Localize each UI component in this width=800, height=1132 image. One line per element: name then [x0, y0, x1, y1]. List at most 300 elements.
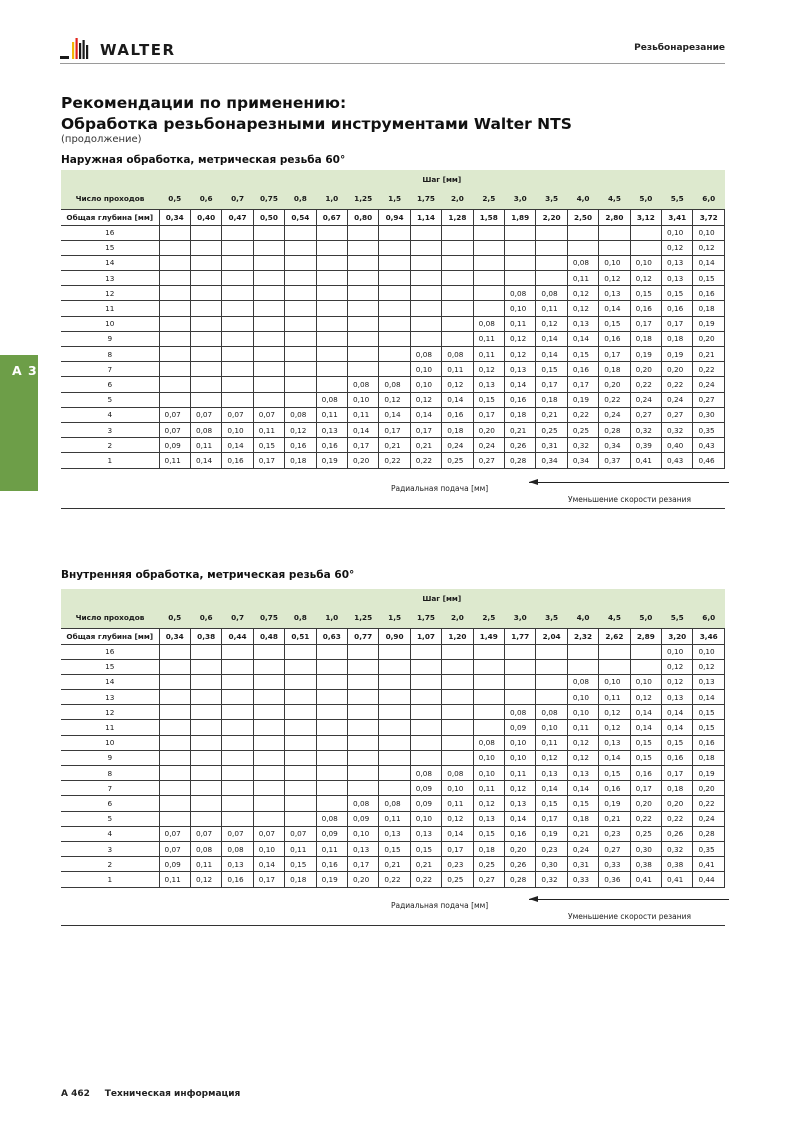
feed-cell	[159, 735, 190, 750]
feed-cell: 0,18	[442, 422, 473, 437]
feed-cell: 0,24	[662, 392, 693, 407]
feed-cell	[347, 347, 378, 362]
feed-cell: 0,18	[473, 841, 504, 856]
depth-cell: 0,44	[222, 628, 253, 644]
feed-cell: 0,12	[693, 659, 725, 674]
feed-cell	[316, 690, 347, 705]
depth-cell: 1,14	[410, 209, 441, 225]
feed-cell: 0,11	[536, 301, 567, 316]
feed-cell	[190, 331, 221, 346]
feed-cell	[410, 301, 441, 316]
feed-cell: 0,16	[662, 301, 693, 316]
feed-cell	[222, 377, 253, 392]
depth-cell: 0,34	[159, 209, 190, 225]
feed-cell	[536, 255, 567, 270]
feed-cell	[253, 377, 284, 392]
feed-cell: 0,14	[567, 781, 598, 796]
feed-cell	[316, 644, 347, 659]
feed-cell: 0,12	[567, 735, 598, 750]
feed-cell	[285, 674, 316, 689]
feed-cell	[159, 331, 190, 346]
feed-cell: 0,18	[599, 362, 630, 377]
feed-cell	[253, 796, 284, 811]
feed-cell	[159, 766, 190, 781]
feed-cell: 0,43	[662, 453, 693, 468]
pitch-cell: 4,0	[567, 608, 598, 628]
feed-cell: 0,13	[567, 766, 598, 781]
feed-cell: 0,16	[630, 766, 661, 781]
feed-cell: 0,10	[693, 644, 725, 659]
pitch-row	[61, 608, 725, 628]
step-header-row	[61, 170, 725, 189]
feed-cell: 0,33	[567, 872, 598, 887]
feed-cell: 0,08	[505, 705, 536, 720]
feed-cell: 0,14	[567, 331, 598, 346]
feed-cell	[253, 674, 284, 689]
feed-cell	[285, 392, 316, 407]
depth-cell: 2,80	[599, 209, 630, 225]
feed-cell	[285, 720, 316, 735]
feed-cell	[159, 659, 190, 674]
feed-cell	[410, 644, 441, 659]
feed-cell	[285, 644, 316, 659]
feed-cell	[442, 690, 473, 705]
feed-cell: 0,21	[693, 347, 725, 362]
feed-cell: 0,27	[630, 407, 661, 422]
feed-cell: 0,15	[693, 720, 725, 735]
feed-cell: 0,17	[253, 453, 284, 468]
feed-cell	[473, 720, 504, 735]
feed-cell	[253, 225, 284, 240]
table-row	[61, 826, 725, 841]
feed-cell	[159, 301, 190, 316]
feed-cell	[410, 331, 441, 346]
feed-cell	[442, 286, 473, 301]
feed-cell	[222, 286, 253, 301]
feed-cell: 0,16	[505, 826, 536, 841]
feed-cell: 0,18	[693, 301, 725, 316]
feed-cell: 0,43	[693, 438, 725, 453]
feed-cell	[630, 644, 661, 659]
feed-cell	[379, 286, 410, 301]
feed-cell: 0,41	[630, 872, 661, 887]
pass-number: 5	[61, 811, 159, 826]
feed-cell	[379, 659, 410, 674]
table-heading-external: Наружная обработка, метрическая резьба 60°	[61, 154, 346, 166]
depth-cell: 1,58	[473, 209, 504, 225]
feed-cell	[316, 735, 347, 750]
feed-cell	[505, 690, 536, 705]
feed-cell: 0,14	[662, 705, 693, 720]
feed-cell: 0,07	[253, 826, 284, 841]
feed-cell	[253, 781, 284, 796]
pitch-cell: 5,0	[630, 608, 661, 628]
feed-cell: 0,24	[693, 811, 725, 826]
feed-cell	[253, 316, 284, 331]
feed-cell: 0,13	[693, 674, 725, 689]
feed-cell	[536, 690, 567, 705]
thread-table-external	[61, 170, 725, 469]
feed-cell: 0,21	[505, 422, 536, 437]
table-row	[61, 750, 725, 765]
pass-number: 2	[61, 438, 159, 453]
feed-cell: 0,14	[442, 392, 473, 407]
pitch-cell: 1,5	[379, 608, 410, 628]
table-row	[61, 781, 725, 796]
feed-cell: 0,07	[159, 826, 190, 841]
feed-cell	[222, 225, 253, 240]
pitch-cell: 1,75	[410, 189, 441, 209]
feed-cell	[316, 301, 347, 316]
feed-cell	[567, 240, 598, 255]
feed-cell: 0,27	[473, 453, 504, 468]
feed-cell	[505, 225, 536, 240]
feed-cell	[347, 659, 378, 674]
feed-cell: 0,08	[442, 347, 473, 362]
feed-cell: 0,22	[693, 796, 725, 811]
feed-cell	[159, 225, 190, 240]
feed-cell: 0,11	[567, 720, 598, 735]
pass-number: 10	[61, 316, 159, 331]
pass-number: 8	[61, 347, 159, 362]
legend-external	[61, 481, 725, 509]
feed-cell: 0,24	[599, 407, 630, 422]
feed-cell: 0,41	[693, 857, 725, 872]
feed-cell: 0,11	[316, 841, 347, 856]
feed-cell: 0,10	[410, 811, 441, 826]
feed-cell: 0,07	[190, 407, 221, 422]
depth-cell: 2,89	[630, 628, 661, 644]
feed-cell: 0,33	[599, 857, 630, 872]
pass-number: 7	[61, 362, 159, 377]
feed-cell: 0,22	[662, 377, 693, 392]
feed-cell	[442, 750, 473, 765]
feed-cell: 0,09	[505, 720, 536, 735]
pass-number: 9	[61, 750, 159, 765]
feed-cell: 0,11	[567, 271, 598, 286]
feed-cell: 0,27	[599, 841, 630, 856]
feed-cell: 0,30	[630, 841, 661, 856]
feed-cell: 0,12	[662, 659, 693, 674]
feed-cell	[190, 225, 221, 240]
feed-cell: 0,20	[347, 453, 378, 468]
feed-cell	[316, 705, 347, 720]
feed-cell	[410, 286, 441, 301]
feed-cell	[285, 811, 316, 826]
feed-cell	[379, 674, 410, 689]
feed-cell	[442, 735, 473, 750]
feed-cell	[159, 690, 190, 705]
pass-number: 14	[61, 674, 159, 689]
feed-cell	[316, 331, 347, 346]
pitch-cell: 2,5	[473, 608, 504, 628]
feed-cell: 0,08	[473, 735, 504, 750]
feed-cell	[473, 225, 504, 240]
feed-cell: 0,10	[567, 705, 598, 720]
feed-cell: 0,19	[662, 347, 693, 362]
feed-cell	[347, 735, 378, 750]
arrow-line	[529, 482, 729, 483]
feed-cell: 0,11	[285, 841, 316, 856]
feed-cell: 0,27	[693, 392, 725, 407]
feed-cell	[347, 316, 378, 331]
passes-label: Число проходов	[61, 189, 159, 209]
feed-cell: 0,14	[347, 422, 378, 437]
feed-cell	[347, 720, 378, 735]
feed-cell: 0,30	[693, 407, 725, 422]
feed-cell	[347, 750, 378, 765]
feed-cell	[347, 255, 378, 270]
feed-cell: 0,20	[662, 362, 693, 377]
feed-cell	[347, 781, 378, 796]
feed-cell: 0,17	[536, 811, 567, 826]
feed-cell	[347, 362, 378, 377]
feed-cell	[222, 690, 253, 705]
feed-cell: 0,11	[505, 766, 536, 781]
feed-cell	[379, 240, 410, 255]
table-row	[61, 720, 725, 735]
feed-cell: 0,32	[662, 841, 693, 856]
feed-cell: 0,10	[505, 750, 536, 765]
feed-cell: 0,22	[379, 872, 410, 887]
table-row	[61, 407, 725, 422]
feed-cell: 0,12	[599, 705, 630, 720]
feed-cell	[410, 735, 441, 750]
feed-cell	[253, 331, 284, 346]
feed-cell: 0,08	[285, 407, 316, 422]
pitch-cell: 0,8	[285, 189, 316, 209]
pitch-cell: 5,0	[630, 189, 661, 209]
feed-cell	[222, 796, 253, 811]
table-row	[61, 422, 725, 437]
depth-cell: 3,12	[630, 209, 661, 225]
feed-cell	[442, 225, 473, 240]
feed-cell: 0,10	[222, 422, 253, 437]
feed-cell: 0,17	[410, 422, 441, 437]
feed-cell: 0,14	[410, 407, 441, 422]
feed-cell	[190, 392, 221, 407]
feed-cell	[253, 690, 284, 705]
pitch-cell: 0,5	[159, 608, 190, 628]
feed-cell: 0,10	[662, 225, 693, 240]
feed-cell	[442, 705, 473, 720]
feed-cell: 0,22	[410, 453, 441, 468]
table-row	[61, 674, 725, 689]
feed-cell: 0,09	[159, 857, 190, 872]
feed-cell: 0,17	[379, 422, 410, 437]
table-row	[61, 644, 725, 659]
feed-cell	[253, 720, 284, 735]
feed-cell: 0,15	[473, 392, 504, 407]
feed-cell	[473, 301, 504, 316]
feed-cell: 0,23	[442, 857, 473, 872]
feed-cell: 0,15	[473, 826, 504, 841]
feed-cell: 0,16	[442, 407, 473, 422]
feed-cell: 0,12	[693, 240, 725, 255]
pitch-cell: 4,0	[567, 189, 598, 209]
feed-cell	[442, 301, 473, 316]
header-blank	[61, 589, 159, 608]
feed-cell	[190, 286, 221, 301]
feed-cell	[505, 659, 536, 674]
feed-cell	[410, 750, 441, 765]
feed-cell	[222, 811, 253, 826]
feed-cell	[567, 644, 598, 659]
feed-cell: 0,14	[599, 750, 630, 765]
step-header-row	[61, 589, 725, 608]
feed-cell: 0,20	[473, 422, 504, 437]
feed-cell: 0,11	[442, 796, 473, 811]
table-row	[61, 301, 725, 316]
feed-cell: 0,28	[505, 872, 536, 887]
feed-cell: 0,12	[190, 872, 221, 887]
depth-cell: 0,48	[253, 628, 284, 644]
feed-cell: 0,14	[442, 826, 473, 841]
feed-cell: 0,20	[662, 796, 693, 811]
feed-cell: 0,13	[316, 422, 347, 437]
feed-cell: 0,07	[222, 407, 253, 422]
feed-cell: 0,22	[630, 811, 661, 826]
feed-cell	[410, 690, 441, 705]
feed-cell: 0,32	[536, 872, 567, 887]
depth-cell: 1,89	[505, 209, 536, 225]
feed-cell	[285, 316, 316, 331]
feed-cell: 0,35	[693, 422, 725, 437]
feed-cell: 0,24	[630, 392, 661, 407]
feed-cell	[222, 362, 253, 377]
table-row	[61, 453, 725, 468]
feed-cell: 0,16	[222, 453, 253, 468]
feed-cell: 0,26	[505, 438, 536, 453]
feed-cell: 0,10	[505, 301, 536, 316]
feed-cell: 0,10	[442, 781, 473, 796]
page-subtitle: (продолжение)	[61, 134, 142, 145]
depth-cell: 1,20	[442, 628, 473, 644]
feed-cell: 0,12	[442, 377, 473, 392]
feed-cell: 0,13	[222, 857, 253, 872]
feed-cell: 0,12	[505, 781, 536, 796]
feed-cell	[190, 347, 221, 362]
title-line-2: Обработка резьбонарезными инструментами Walter NTS	[61, 115, 572, 133]
feed-cell: 0,20	[630, 796, 661, 811]
depth-cell: 2,20	[536, 209, 567, 225]
feed-cell	[222, 392, 253, 407]
pitch-cell: 2,0	[442, 189, 473, 209]
feed-cell: 0,12	[662, 240, 693, 255]
feed-cell: 0,12	[630, 690, 661, 705]
feed-cell	[190, 796, 221, 811]
feed-cell: 0,36	[599, 872, 630, 887]
chapter-tab-label: A 3	[12, 363, 38, 378]
feed-cell: 0,20	[505, 841, 536, 856]
feed-cell: 0,14	[190, 453, 221, 468]
feed-cell	[347, 286, 378, 301]
feed-cell	[285, 659, 316, 674]
feed-cell: 0,32	[662, 422, 693, 437]
feed-cell: 0,28	[693, 826, 725, 841]
feed-cell: 0,10	[662, 644, 693, 659]
depth-cell: 0,40	[190, 209, 221, 225]
feed-cell: 0,10	[410, 377, 441, 392]
feed-cell	[316, 362, 347, 377]
feed-cell	[222, 674, 253, 689]
feed-cell	[253, 301, 284, 316]
feed-cell	[505, 674, 536, 689]
page-title	[61, 93, 572, 135]
walter-logo	[60, 34, 176, 60]
feed-cell: 0,14	[222, 438, 253, 453]
feed-cell	[567, 659, 598, 674]
feed-cell: 0,14	[693, 255, 725, 270]
depth-cell: 0,47	[222, 209, 253, 225]
feed-cell: 0,20	[347, 872, 378, 887]
feed-cell	[285, 766, 316, 781]
feed-cell: 0,12	[505, 347, 536, 362]
feed-cell: 0,11	[442, 362, 473, 377]
feed-cell: 0,10	[567, 690, 598, 705]
feed-cell	[190, 659, 221, 674]
feed-cell	[253, 644, 284, 659]
feed-cell	[379, 781, 410, 796]
feed-cell: 0,25	[473, 857, 504, 872]
feed-cell: 0,14	[630, 705, 661, 720]
feed-cell	[505, 240, 536, 255]
pitch-cell: 3,0	[505, 189, 536, 209]
feed-cell: 0,38	[662, 857, 693, 872]
feed-cell: 0,10	[599, 674, 630, 689]
feed-cell	[253, 240, 284, 255]
feed-cell: 0,08	[347, 377, 378, 392]
feed-cell: 0,09	[316, 826, 347, 841]
feed-cell	[379, 644, 410, 659]
feed-cell: 0,09	[347, 811, 378, 826]
feed-cell: 0,18	[505, 407, 536, 422]
feed-cell: 0,16	[505, 392, 536, 407]
feed-cell: 0,10	[473, 766, 504, 781]
pass-number: 6	[61, 796, 159, 811]
feed-cell: 0,22	[410, 872, 441, 887]
feed-cell	[410, 225, 441, 240]
depth-cell: 0,50	[253, 209, 284, 225]
feed-cell: 0,17	[253, 872, 284, 887]
table-row	[61, 377, 725, 392]
feed-cell	[410, 659, 441, 674]
feed-cell: 0,16	[222, 872, 253, 887]
feed-cell: 0,07	[253, 407, 284, 422]
table-row	[61, 438, 725, 453]
depth-cell: 2,04	[536, 628, 567, 644]
feed-cell	[222, 240, 253, 255]
feed-cell	[599, 240, 630, 255]
feed-cell	[316, 781, 347, 796]
feed-cell: 0,10	[630, 674, 661, 689]
feed-cell	[159, 750, 190, 765]
feed-cell	[190, 255, 221, 270]
depth-cell: 1,77	[505, 628, 536, 644]
feed-cell: 0,08	[190, 422, 221, 437]
feed-cell	[190, 720, 221, 735]
feed-cell	[285, 331, 316, 346]
feed-cell: 0,16	[316, 438, 347, 453]
feed-cell: 0,13	[599, 735, 630, 750]
pass-number: 15	[61, 240, 159, 255]
feed-cell	[222, 316, 253, 331]
table-row	[61, 796, 725, 811]
feed-cell: 0,08	[347, 796, 378, 811]
feed-cell	[347, 301, 378, 316]
feed-cell: 0,15	[693, 705, 725, 720]
feed-cell: 0,08	[222, 841, 253, 856]
